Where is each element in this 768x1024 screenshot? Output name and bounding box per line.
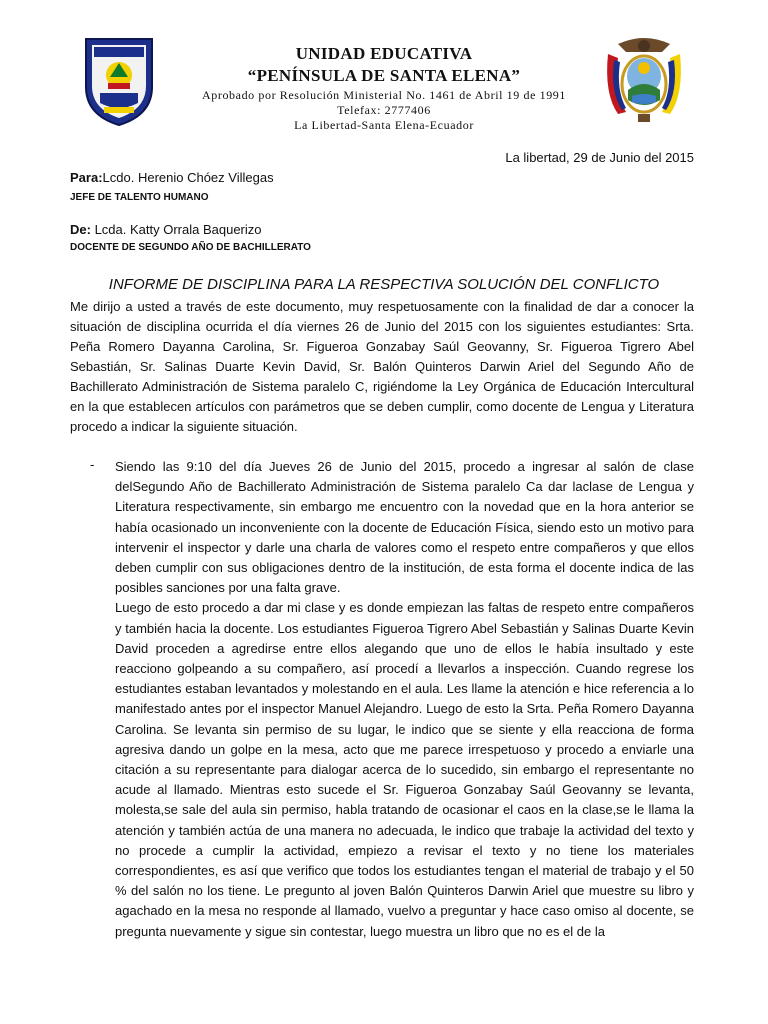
recipient-label: Para: [70, 170, 103, 185]
report-body [115, 457, 694, 942]
intro-paragraph: Me dirijo a usted a través de este documento, muy respetuosamente con la finalidad de dar a conocer la situación de disciplina ocurrida el día viernes 26 de Junio del 2015 con los siguientes estudiantes: Srta. Peña Romero Dayanna Carolina, Sr. Figueroa Gonzabay Saúl Geovanny, Sr. Figueroa Tigrero Abel Sebastián, Sr. Salinas Duarte Kevin David, Sr. Balón Quinteros Darwin Ariel del Segundo Año de Bachillerato Administración de Sistema paralelo C, rigiéndome la Ley Orgánica de Educación Intercultural en la que establecen artículos con parámetros que se deben cumplir, como docente de Lengua y Literatura procedo a indicar la siguiente situación. [70, 299, 694, 434]
telefax-text: Telefax: 2777406 [337, 103, 431, 117]
resolution-text: Aprobado por Resolución Ministerial No. 1461 de Abril 19 de 1991 [201, 88, 567, 102]
location-text: La Libertad-Santa Elena-Ecuador [294, 118, 474, 132]
body-paragraph-1: Siendo las 9:10 del día Jueves 26 de Junio del 2015, procedo a ingresar al salón de clase delSegundo Año de Bachillerato Administración de Sistema paralelo Ca dar laclase de Lengua y Literatura respectivamente, sin embargo me encuentro con la novedad que en la hora anterior se había ocasionado un inconveniente con la docente de Educación Física, siendo esto un motivo para intervenir el inspector y darle una charla de valores como el respeto entre compañeros y que ellos deben cumplir con sus obligaciones dentro de la institución, de esta forma el docente indica de las posibles sanciones por una falta grave. [115, 459, 694, 596]
sender-name: Lcda. Katty Orrala Baquerizo [94, 222, 262, 237]
sender-label: De: [70, 222, 91, 237]
letter-date: La libertad, 29 de Junio del 2015 [505, 150, 694, 165]
body-paragraph-2: Luego de esto procedo a dar mi clase y es donde empiezan las faltas de respeto entre compañeros y también hacia la docente. Los estudiantes Figueroa Tigrero Abel Sebastián y Salinas Duarte Kevin David proceden a agredirse entre ellos alegando que uno de ellos le había insultado y este reacciono golpeando a su compañero, así procedí a llevarlos a inspección. Cuando regrese los estudiantes estaban levantados y molestando en el aula. Les llame la atención e hice referencia a lo manifestado antes por el inspector Manuel Alejandro. Luego de esto la Srta. Peña Romero Dayanna Carolina. Se levanta sin permiso de su lugar, le indico que se siente y ella reacciona de forma agresiva dando un golpe en la mesa, acto que me parece irrespetuoso y procedo a enviarle una citación a su representante para dialogar acerca de lo sucedido, sin embargo el representante no acude al llamado. Mientras esto sucede el Sr. Figueroa Gonzabay Saúl Geovanny se levanta, molesta,se sale del aula sin permiso, habla tratando de ocasionar el caos en la clase,se le llama la atención y también actúa de una manera no adecuada, le indico que trabaje la actividad del texto y no procede a cumplir la actividad, empiezo a revisar el texto y no tiene los materiales correspondientes, es así que verifico que todos los estudiantes tengan el material de trabajo y el 50 % del salón no los tiene. Le pregunto al joven Balón Quinteros Darwin Ariel que muestre su libro y agachado en la mesa no responde al llamado, vuelvo a preguntar y hace caso omiso al docente, se pregunta nuevamente y sigue sin contestar, luego muestra un libro que no es el de la [115, 600, 694, 939]
report-title: INFORME DE DISCIPLINA PARA LA RESPECTIVA SOLUCIÓN DEL CONFLICTO [108, 276, 660, 293]
school-name-line2: “PENÍNSULA DE SANTA ELENA” [247, 66, 521, 85]
recipient-line [70, 170, 274, 185]
list-bullet: - [90, 457, 95, 472]
recipient-role: JEFE DE TALENTO HUMANO [70, 192, 209, 203]
recipient-name: Lcdo. Herenio Chóez Villegas [102, 170, 274, 185]
sender-role: DOCENTE DE SEGUNDO AÑO DE BACHILLERATO [70, 242, 311, 253]
school-name-line1: UNIDAD EDUCATIVA [295, 44, 473, 63]
sender-line [70, 222, 262, 237]
